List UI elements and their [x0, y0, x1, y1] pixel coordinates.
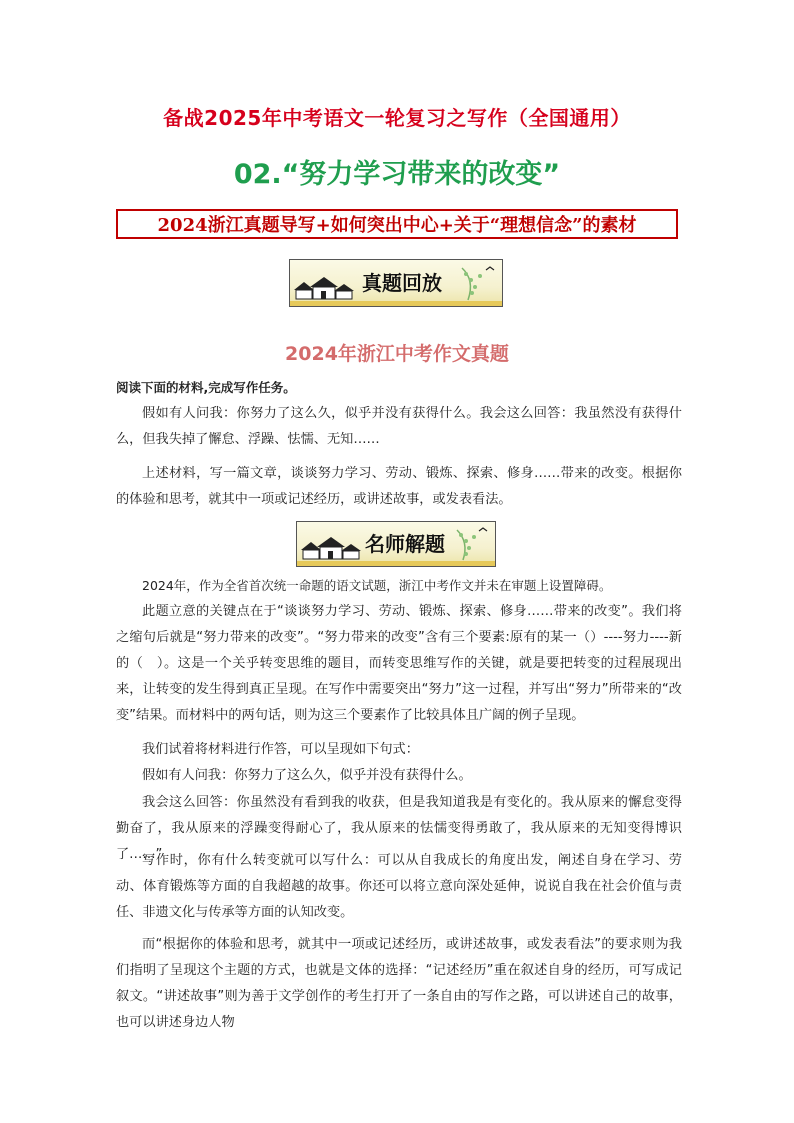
review-banner-label: 真题回放	[362, 271, 442, 295]
review-banner	[289, 259, 503, 307]
analysis-paragraph-1: 2024年，作为全省首次统一命题的语文试题，浙江中考作文并未在审题上设置障碍。	[142, 578, 612, 593]
analysis-paragraph-4: 假如有人问我：你努力了这么久，似乎并没有获得什么。	[142, 768, 472, 783]
section-heading: 2024年浙江中考作文真题	[285, 343, 509, 365]
main-title: 备战2025年中考语文一轮复习之写作（全国通用）	[163, 106, 631, 130]
boxed-title: 2024浙江真题导写+如何突出中心+关于“理想信念”的素材	[116, 209, 678, 239]
task-paragraph-1: 假如有人问我：你努力了这么久，似乎并没有获得什么。我会这么回答：我虽然没有获得什么，但我失掉了懈怠、浮躁、怯懦、无知……	[116, 406, 682, 447]
analysis-paragraph-2: 此题立意的关键点在于“谈谈努力学习、劳动、锻炼、探索、修身……带来的改变”。我们将之缩句后就是“努力带来的改变”。“努力带来的改变”含有三个要素:原有的某一（）----努力----新的（ ）。这是一个关乎转变思维的题目，而转变思维写作的关键，就是要把转变的过程展现出来，让转变的发生得到真正呈现。在写作中需要突出“努力”这一过程，并写出“努力”所带来的“改变”结果。而材料中的两句话，则为这三个要素作了比较具体且广阔的例子呈现。	[116, 604, 682, 723]
task-instruction: 阅读下面的材料,完成写作任务。	[116, 380, 296, 395]
analysis-paragraph-3: 我们试着将材料进行作答，可以呈现如下句式：	[142, 742, 419, 757]
task-paragraph-2: 上述材料，写一篇文章，谈谈努力学习、劳动、锻炼、探索、修身……带来的改变。根据你的体验和思考，就其中一项或记述经历，或讲述故事，或发表看法。	[116, 466, 682, 507]
analysis-paragraph-5: 我会这么回答：你虽然没有看到我的收获，但是我知道我是有变化的。我从原来的懈怠变得勤奋了，我从原来的浮躁变得耐心了，我从原来的怯懦变得勇敢了，我从原来的无知变得博识了……”	[116, 795, 682, 862]
analysis-banner-label: 名师解题	[365, 532, 445, 556]
analysis-banner	[296, 521, 496, 567]
analysis-paragraph-7: 而“根据你的体验和思考，就其中一项或记述经历，或讲述故事，或发表看法”的要求则为我们指明了呈现这个主题的方式，也就是文体的选择：“记述经历”重在叙述自身的经历，可写成记叙文。“讲述故事”则为善于文学创作的考生打开了一条自由的写作之路，可以讲述自己的故事，也可以讲述身边人物	[116, 937, 682, 1030]
sub-title: 02.“努力学习带来的改变”	[233, 159, 561, 190]
analysis-paragraph-6: 写作时，你有什么转变就可以写什么：可以从自我成长的角度出发，阐述自身在学习、劳动、体育锻炼等方面的自我超越的故事。你还可以将立意向深处延伸，说说自我在社会价值与责任、非遗文化与传承等方面的认知改变。	[116, 853, 682, 920]
